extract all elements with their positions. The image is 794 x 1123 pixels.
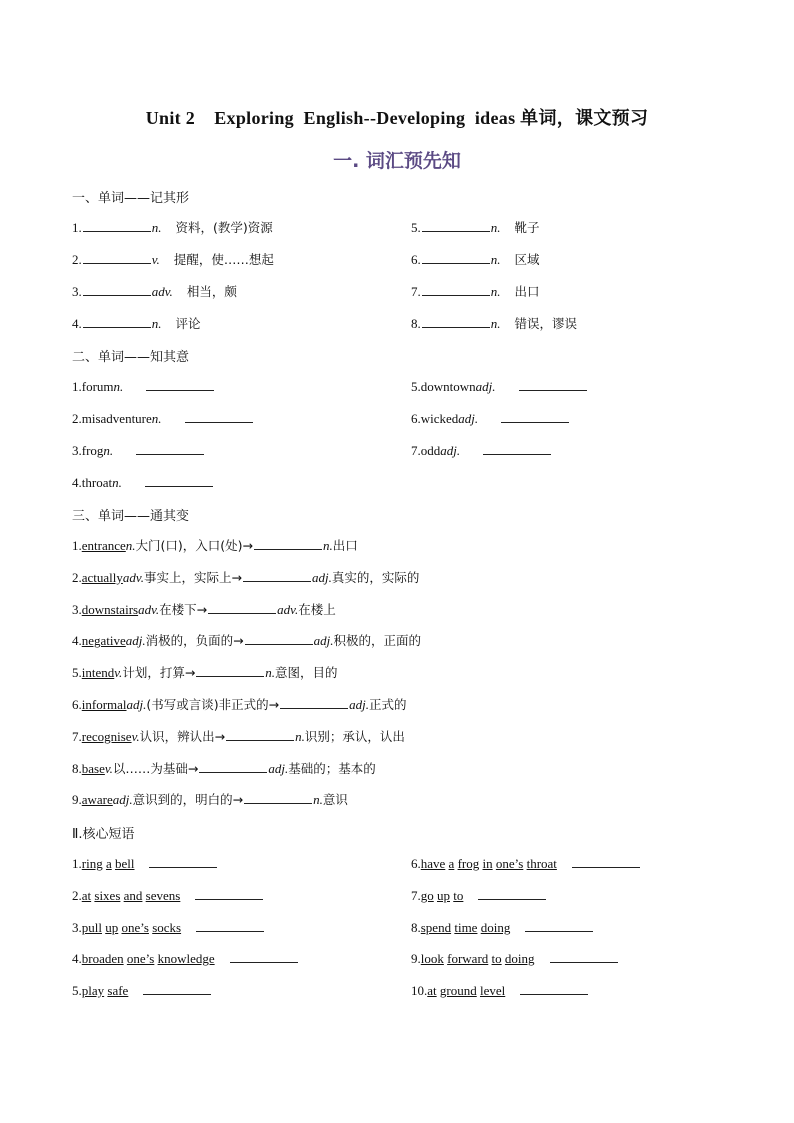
part-of-speech: n. [151, 411, 162, 426]
meaning-text: 出口 [332, 538, 358, 553]
list-item [72, 854, 218, 873]
phrase-word: broaden [81, 951, 124, 967]
meaning-text: 计划，打算→ [122, 665, 196, 681]
vocab-word: forum [81, 379, 114, 394]
part-of-speech: v. [114, 665, 123, 681]
phrase-word: doing [480, 919, 511, 935]
part-of-speech: adv. [151, 284, 173, 299]
list-item [411, 981, 589, 1000]
meaning-text: 相当，颇 [186, 284, 237, 299]
item-number: 4. [72, 951, 82, 967]
item-number: 6. [411, 252, 421, 267]
item-number: 7. [411, 284, 421, 299]
item-number: 1. [72, 538, 82, 553]
page-title: Unit 2 Exploring English--Developing ideas 单词，课文预习 [145, 108, 649, 128]
item-number: 3. [72, 601, 82, 617]
phrase-word: go [420, 887, 434, 903]
part-of-speech: n. [265, 665, 276, 681]
meaning-text: 基础的；基本的 [288, 760, 376, 776]
phrase-word: forward [447, 951, 489, 967]
item-number: 4. [72, 316, 82, 331]
part-of-speech: adj. [313, 633, 334, 649]
part-of-speech: n. [323, 538, 333, 553]
part-of-speech: v. [104, 760, 113, 776]
phrase-word: to [491, 951, 502, 967]
item-number: 8. [72, 760, 82, 776]
item-number: 1. [72, 379, 82, 394]
answer-blank[interactable] [208, 600, 276, 614]
list-item [72, 663, 338, 682]
answer-blank[interactable] [143, 981, 211, 995]
answer-blank[interactable] [572, 854, 640, 868]
part-of-speech: n. [112, 475, 122, 490]
meaning-text: 消极的，负面的→ [145, 633, 244, 649]
item-number: 5. [411, 220, 421, 235]
item-number: 7. [411, 443, 421, 458]
item-number: 6. [72, 697, 82, 712]
item-number: 4. [72, 633, 82, 649]
item-number: 5. [72, 665, 82, 681]
list-item [72, 409, 254, 428]
part-of-speech: n. [151, 220, 162, 235]
list-item [72, 568, 419, 587]
list-item [72, 250, 274, 269]
list-item [72, 727, 405, 746]
phrase-word: one’s [121, 919, 149, 935]
phrase-word: spend [420, 919, 452, 935]
item-number: 8. [411, 316, 421, 331]
vocab-word: wicked [420, 411, 459, 426]
part-of-speech: adv. [277, 601, 299, 617]
part-of-speech: adj. [268, 760, 289, 776]
list-item [72, 600, 336, 619]
part-of-speech: adj. [126, 697, 147, 712]
part-of-speech: adv. [138, 601, 160, 617]
item-number: 1. [72, 856, 82, 871]
list-item [411, 918, 594, 937]
list-item [72, 282, 237, 301]
vocab-word: informal [81, 697, 127, 712]
answer-blank[interactable] [422, 218, 490, 232]
list-item [72, 886, 264, 905]
phrase-word: safe [107, 983, 129, 999]
part-of-speech: adj. [475, 379, 496, 394]
meaning-text: 在楼上 [298, 601, 336, 617]
answer-blank[interactable] [196, 918, 264, 932]
phrase-word: frog [457, 856, 480, 871]
vocab-word: aware [81, 792, 113, 808]
answer-blank[interactable] [136, 441, 204, 455]
answer-blank[interactable] [422, 282, 490, 296]
item-number: 2. [72, 569, 82, 585]
answer-blank[interactable] [230, 949, 298, 963]
phrase-word: up [105, 919, 119, 935]
answer-blank[interactable] [519, 377, 587, 391]
part-of-speech: n. [490, 220, 501, 235]
item-number: 7. [72, 728, 82, 744]
answer-blank[interactable] [185, 409, 253, 423]
vocab-word: frog [81, 443, 104, 458]
item-number: 5. [411, 379, 421, 394]
list-item [411, 282, 540, 301]
part-of-speech: v. [151, 252, 160, 267]
answer-blank[interactable] [478, 886, 546, 900]
vocab-word: downtown [420, 379, 476, 394]
part-of-speech: n. [490, 284, 501, 299]
answer-blank[interactable] [550, 949, 618, 963]
phrase-word: time [454, 919, 478, 935]
list-item [72, 759, 376, 778]
phrase-word: to [453, 887, 464, 903]
list-item [72, 473, 214, 492]
item-number: 5. [72, 983, 82, 999]
meaning-text: 意识到的，明白的→ [132, 792, 244, 808]
meaning-text: 真实的，实际的 [331, 569, 420, 585]
phrase-word: one’s [495, 856, 524, 871]
item-number: 2. [72, 887, 82, 903]
meaning-text: 大门(口)，入口(处)→ [135, 538, 254, 553]
answer-blank[interactable] [483, 441, 551, 455]
phrase-word: a [448, 856, 455, 871]
answer-blank[interactable] [422, 250, 490, 264]
part-of-speech: n. [490, 252, 501, 267]
phrase-word: ring [81, 856, 103, 871]
meaning-text: 靴子 [514, 220, 540, 235]
meaning-text: 错误，谬误 [514, 316, 578, 331]
meaning-text: 提醒，使……想起 [173, 252, 274, 267]
item-number: 9. [72, 792, 82, 808]
list-item [72, 790, 348, 809]
meaning-text: 出口 [514, 284, 540, 299]
answer-blank[interactable] [83, 282, 151, 296]
answer-blank[interactable] [83, 314, 151, 328]
meaning-text: 以……为基础→ [112, 760, 199, 776]
list-item [411, 250, 540, 269]
answer-blank[interactable] [195, 886, 263, 900]
part-of-speech: adj. [112, 792, 133, 808]
answer-blank[interactable] [226, 727, 294, 741]
answer-blank[interactable] [501, 409, 569, 423]
phrase-word: doing [504, 951, 535, 967]
list-item [411, 441, 552, 460]
part-of-speech: n. [151, 316, 162, 331]
phrase-word: sevens [145, 887, 181, 903]
item-number: 3. [72, 443, 82, 458]
list-item [72, 631, 421, 650]
part-of-speech: n. [125, 538, 136, 553]
answer-blank[interactable] [422, 314, 490, 328]
answer-blank[interactable] [199, 759, 267, 773]
answer-blank[interactable] [254, 536, 322, 550]
phrase-word: up [437, 887, 450, 903]
item-number: 4. [72, 475, 82, 490]
list-item [72, 314, 201, 333]
part-of-speech: adj. [349, 697, 369, 712]
item-number: 1. [72, 220, 82, 235]
meaning-text: 事实上，实际上→ [143, 569, 242, 585]
answer-blank[interactable] [149, 854, 217, 868]
part-of-speech: n. [103, 443, 114, 458]
meaning-text: 资料，(教学)资源 [175, 220, 273, 235]
answer-blank[interactable] [525, 918, 593, 932]
list-item [72, 377, 215, 396]
item-number: 9. [411, 951, 421, 967]
phrase-word: in [482, 856, 493, 871]
vocab-word: negative [81, 633, 126, 649]
part-of-speech: n. [313, 792, 323, 808]
answer-blank[interactable] [196, 663, 264, 677]
list-item [72, 949, 299, 968]
meaning-text: 正式的 [369, 697, 407, 712]
meaning-text: 在楼下→ [159, 601, 208, 617]
item-number: 6. [411, 856, 421, 871]
answer-blank[interactable] [145, 473, 213, 487]
part-of-speech: n. [113, 379, 124, 394]
vocab-word: throat [81, 475, 113, 490]
answer-blank[interactable] [243, 568, 311, 582]
part-of-speech: adj. [440, 443, 461, 458]
list-item [72, 536, 358, 555]
part2-heading: 二、单词——知其意 [72, 350, 190, 365]
list-item [72, 695, 407, 714]
phrase-word: socks [152, 919, 182, 935]
item-number: 8. [411, 919, 421, 935]
item-number: 6. [411, 411, 421, 426]
phrase-word: and [123, 887, 143, 903]
part-of-speech: adj. [458, 411, 479, 426]
part-of-speech: adj. [125, 633, 146, 649]
phrase-word: play [81, 983, 105, 999]
phrase-word: level [479, 983, 506, 999]
part4-heading: Ⅱ.核心短语 [72, 827, 135, 842]
list-item [72, 918, 265, 937]
part1-heading: 一、单词——记其形 [72, 191, 190, 206]
phrase-word: bell [114, 856, 135, 871]
answer-blank[interactable] [83, 250, 151, 264]
part3-heading: 三、单词——通其变 [72, 509, 190, 524]
answer-blank[interactable] [146, 377, 214, 391]
vocab-word: actually [81, 569, 123, 585]
phrase-word: ground [439, 983, 477, 999]
list-item [411, 854, 641, 873]
meaning-text: 评论 [175, 316, 201, 331]
vocab-word: entrance [81, 538, 126, 553]
vocab-word: base [81, 760, 105, 776]
part-of-speech: n. [295, 728, 305, 744]
list-item [411, 377, 588, 396]
part-of-speech: adj. [311, 569, 332, 585]
answer-blank[interactable] [83, 218, 151, 232]
meaning-text: 意图，目的 [275, 665, 338, 681]
list-item [411, 314, 577, 333]
phrase-word: have [420, 856, 446, 871]
list-item [72, 981, 212, 1000]
meaning-text: 认识，辨认出→ [139, 728, 226, 744]
list-item [72, 218, 273, 237]
item-number: 10. [411, 983, 428, 999]
item-number: 3. [72, 919, 82, 935]
part-of-speech: adv. [122, 569, 144, 585]
item-number: 7. [411, 887, 421, 903]
list-item [411, 949, 619, 968]
meaning-text: (书写或言谈)非正式的→ [146, 697, 280, 712]
list-item [72, 441, 205, 460]
answer-blank[interactable] [520, 981, 588, 995]
meaning-text: 意识 [322, 792, 348, 808]
vocab-word: odd [420, 443, 441, 458]
part-of-speech: v. [131, 728, 140, 744]
meaning-text: 区域 [514, 252, 540, 267]
vocab-word: recognise [81, 728, 132, 744]
phrase-word: throat [526, 856, 557, 871]
vocab-word: misadventure [81, 411, 152, 426]
item-number: 2. [72, 411, 82, 426]
item-number: 3. [72, 284, 82, 299]
section-title: 一. 词汇预先知 [333, 150, 461, 172]
phrase-word: a [105, 856, 112, 871]
list-item [411, 409, 570, 428]
item-number: 2. [72, 252, 82, 267]
phrase-word: knowledge [157, 951, 215, 967]
phrase-word: at [81, 887, 92, 903]
part-of-speech: n. [490, 316, 501, 331]
answer-blank[interactable] [245, 631, 313, 645]
list-item [411, 886, 547, 905]
phrase-word: look [420, 951, 444, 967]
answer-blank[interactable] [280, 695, 348, 709]
phrase-word: one’s [126, 951, 155, 967]
phrase-word: pull [81, 919, 102, 935]
vocab-word: downstairs [81, 601, 139, 617]
phrase-word: at [427, 983, 437, 999]
meaning-text: 识别；承认，认出 [304, 728, 405, 744]
phrase-word: sixes [94, 887, 121, 903]
list-item [411, 218, 540, 237]
meaning-text: 积极的，正面的 [333, 633, 422, 649]
vocab-word: intend [81, 665, 115, 681]
answer-blank[interactable] [244, 790, 312, 804]
